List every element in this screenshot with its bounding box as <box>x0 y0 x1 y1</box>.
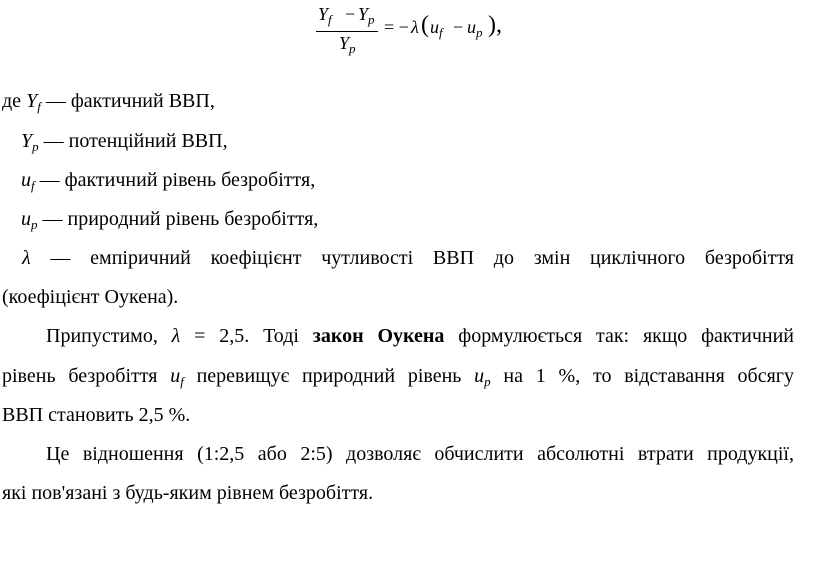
numerator-minus: − <box>345 4 356 24</box>
u-p-symbol: $u_p$ <box>467 17 483 40</box>
definition-uf: $u_f$ — фактичний рівень безробіття, <box>21 169 316 193</box>
definition-up: $u_p$ — природний рівень безробіття, <box>21 208 319 232</box>
denominator-yp: $Y_p$ <box>339 33 356 56</box>
definition-lambda-cont: (коефіцієнт Оукена). <box>2 286 179 308</box>
numerator-yf: $Y_f$ <box>318 4 332 27</box>
paragraph-okun-line1: Припустимо, λ = 2,5. Тоді закон Оукена формулюється так: якщо фактичний <box>46 325 794 347</box>
paragraph-ratio-line2: які пов'язані з будь-яким рівнем безробіття. <box>2 482 374 504</box>
paragraph-okun-line3: ВВП становить 2,5 %. <box>2 404 191 426</box>
equals-minus: = − <box>384 17 409 37</box>
okun-law-term: закон Оукена <box>312 325 445 347</box>
definition-yf: де $Y_f$ — фактичний ВВП, <box>2 90 215 114</box>
numerator-yp: $Y_p$ <box>358 4 375 27</box>
u-f-symbol: $u_f$ <box>430 17 443 40</box>
paren-close: ), <box>488 12 502 38</box>
paragraph-okun-line2: рівень безробіття $u_f$ перевищує природний рівень $u_p$ на 1 %, то відставання обсягу <box>2 365 794 389</box>
lambda-symbol: λ <box>411 17 419 37</box>
paragraph-ratio-line1: Це відношення (1:2,5 або 2:5) дозволяє обчислити абсолютні втрати продукції, <box>46 443 794 465</box>
definition-lambda: λ — емпіричний коефіцієнт чутливості ВВП до змін циклічного безробіття <box>22 247 794 269</box>
paren-open: ( <box>421 12 429 38</box>
fraction-bar <box>316 31 378 32</box>
minus-sign: − <box>453 17 464 37</box>
definition-yp: $Y_p$ — потенційний ВВП, <box>21 130 228 154</box>
